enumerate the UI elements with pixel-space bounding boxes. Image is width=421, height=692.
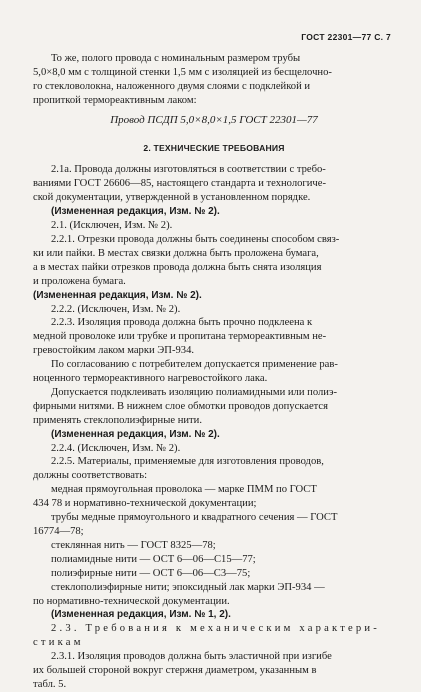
- clause-2-1: 2.1. (Исключен, Изм. № 2).: [51, 220, 173, 232]
- clause-2-3: [33, 622, 395, 650]
- text-line: Допускается подклеивать изоляцию полиамидными или полиэ-: [51, 386, 338, 398]
- material-item: стеклянная нить — ГОСТ 8325—78;: [51, 539, 216, 551]
- text-line: 2.2.5. Материалы, применяемые для изготовления проводов,: [51, 456, 324, 468]
- clause-2-2-4: 2.2.4. (Исключен, Изм. № 2).: [51, 442, 181, 454]
- text-line: 2.2.3. Изоляция провода должна быть прочно подклеена к: [51, 317, 313, 329]
- clause-2-3-1: [33, 650, 395, 692]
- text-line: табл. 5.: [33, 678, 67, 690]
- text-line: По согласованию с потребителем допускается применение рав-: [51, 359, 338, 371]
- text-line: 2.2.1. Отрезки провода должны быть соединены способом связ-: [51, 233, 340, 245]
- amendment-note: (Измененная редакция, Изм. № 1, 2).: [51, 609, 231, 621]
- text-line: 434 78 и нормативно-технической документации;: [33, 498, 257, 510]
- text-line: по нормативно-технической документации.: [33, 595, 230, 607]
- material-item: [33, 483, 395, 511]
- text-line: ноценного термореактивного нагревостойкого лака.: [33, 373, 268, 385]
- material-item: [33, 581, 395, 609]
- amendment-note: (Измененная редакция, Изм. № 2).: [33, 289, 202, 301]
- text-line: 2.1а. Провода должны изготовляться в соответствии с требо-: [51, 164, 326, 176]
- text-line: гревостойким лаком марки ЭП-934.: [33, 345, 195, 357]
- text-line: и проложена бумага.: [33, 275, 126, 287]
- intro-line: 5,0×8,0 мм с толщиной стенки 1,5 мм с изоляцией из бесщелочно-: [33, 66, 332, 78]
- text-line: должны соответствовать:: [33, 470, 148, 482]
- product-designation: Провод ПСДП 5,0×8,0×1,5 ГОСТ 22301—77: [110, 113, 318, 126]
- text-line: трубы медные прямоугольного и квадратного сечения — ГОСТ: [51, 512, 338, 524]
- material-item: полиэфирные нити — ОСТ 6—06—С3—75;: [51, 567, 251, 579]
- text-line: 2.3. Требования к механическим характери-: [51, 623, 381, 635]
- text-line: медная прямоугольная проволока — марке ПММ по ГОСТ: [51, 484, 317, 496]
- text-line: фирными нитями. В нижнем слое обмотки проводов допускается: [33, 400, 329, 412]
- intro-line: пропиткой термореактивным лаком:: [33, 94, 197, 106]
- material-item: [33, 511, 395, 539]
- intro-line: То же, полого провода с номинальным размером трубы: [51, 53, 301, 64]
- clause-2-2-3: [33, 316, 395, 358]
- clause-2-2-2: 2.2.2. (Исключен, Изм. № 2).: [51, 303, 181, 315]
- text-line: ваниями ГОСТ 26606—85, настоящего стандарта и технологиче-: [33, 178, 326, 190]
- document-body: [33, 52, 395, 692]
- intro-paragraph: [33, 52, 395, 108]
- clause-2-1a: [33, 163, 395, 205]
- clause-2-2-5: [33, 455, 395, 483]
- amendment-note: (Измененная редакция, Изм. № 2).: [51, 206, 220, 218]
- text-line: стикам: [33, 637, 84, 649]
- text-line: медной проволоке или трубке и пропитана термореактивным не-: [33, 331, 327, 343]
- text-line: ской документации, утвержденной в установленном порядке.: [33, 192, 311, 204]
- text-line: 16774—78;: [33, 526, 84, 537]
- text-line: стеклополиэфирные нити; эпоксидный лак марки ЭП-934 —: [51, 581, 325, 593]
- text-line: их большей стороной вокруг стержня диаметром, указанным в: [33, 665, 317, 677]
- section-title: 2. ТЕХНИЧЕСКИЕ ТРЕБОВАНИЯ: [143, 142, 285, 153]
- allowance-paragraph: [33, 386, 395, 428]
- agreement-paragraph: [33, 358, 395, 386]
- text-line: ки или пайки. В местах связки должна быть проложена бумага,: [33, 247, 319, 259]
- intro-line: го стекловолокна, наложенного двумя слоями с подклейкой и: [33, 80, 311, 92]
- amendment-note: (Измененная редакция, Изм. № 2).: [51, 428, 220, 440]
- clause-2-2-1: [33, 233, 395, 289]
- text-line: применять стеклополиэфирные нити.: [33, 414, 202, 426]
- material-item: полиамидные нити — ОСТ 6—06—С15—77;: [51, 553, 256, 565]
- text-line: 2.3.1. Изоляция проводов должна быть эластичной при изгибе: [51, 651, 332, 663]
- text-line: а в местах пайки отрезков провода должна быть снята изоляция: [33, 261, 322, 273]
- page-header: ГОСТ 22301—77 С. 7: [301, 32, 391, 42]
